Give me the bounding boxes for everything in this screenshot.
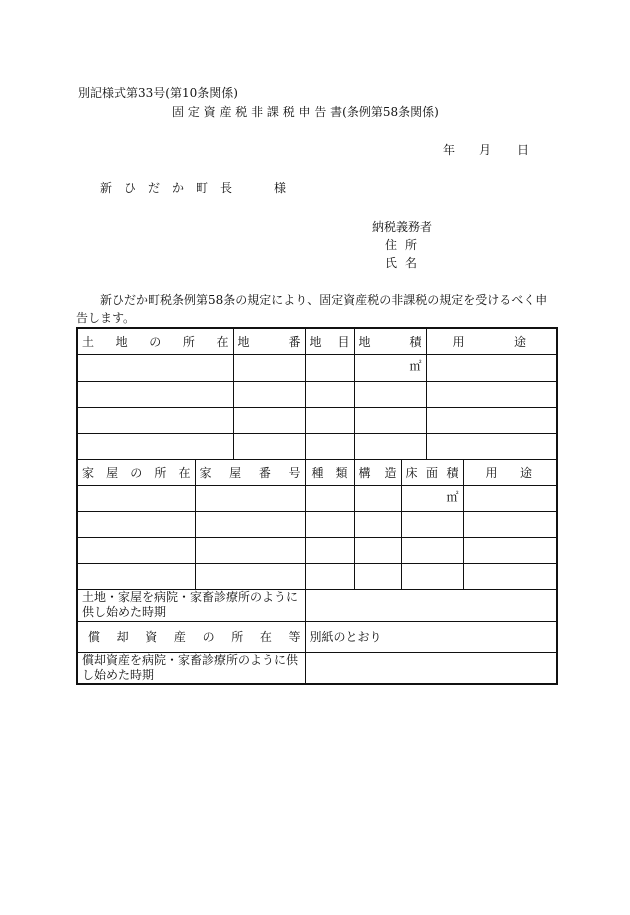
house-location-cell[interactable] [77, 563, 195, 589]
house-floor-area-cell[interactable] [401, 563, 463, 589]
land-use-header-text: 用 途 [452, 334, 526, 349]
house-floor-area-header-text: 床 面 積 [405, 465, 459, 480]
land-lot-number-header [233, 328, 305, 354]
land-area-unit: ㎡ [409, 358, 422, 373]
taxpayer-block [372, 218, 432, 272]
house-structure-header-text: 構 造 [358, 465, 397, 480]
land-location-cell[interactable] [77, 433, 233, 459]
land-category-header-text: 地 目 [309, 334, 350, 349]
land-lot-number-cell[interactable] [233, 381, 305, 407]
depreciable-location-label-text: 償 却 資 産 の 所 在 等 [88, 630, 301, 644]
house-type-header-text: 種 類 [311, 465, 348, 480]
addressee-honorific: 様 [274, 181, 287, 195]
house-number-cell[interactable] [195, 485, 305, 511]
form-number: 別記様式第33号(第10条関係) [78, 86, 238, 100]
land-use-cell[interactable] [426, 354, 557, 381]
house-floor-area-header [401, 459, 463, 485]
land-house-start-cell[interactable] [305, 589, 557, 621]
house-row [77, 511, 557, 537]
house-number-cell[interactable] [195, 511, 305, 537]
date-line [443, 143, 529, 157]
land-category-cell[interactable] [305, 433, 354, 459]
house-floor-area-cell[interactable] [401, 511, 463, 537]
house-use-cell[interactable] [463, 511, 557, 537]
house-number-header-text: 家 屋 番 号 [199, 465, 301, 480]
taxpayer-name-label: 氏名 [385, 256, 426, 270]
land-area-cell[interactable] [354, 381, 426, 407]
land-lot-number-cell[interactable] [233, 433, 305, 459]
land-area-cell[interactable] [354, 433, 426, 459]
house-row [77, 485, 557, 511]
house-header-row [77, 459, 557, 485]
house-location-header [77, 459, 195, 485]
depreciable-start-label: 償却資産を病院・家畜診療所のように供し始めた時期 [77, 652, 305, 684]
house-location-cell[interactable] [77, 485, 195, 511]
depreciable-location-row [77, 621, 557, 652]
land-use-header [426, 328, 557, 354]
depreciable-start-cell[interactable] [305, 652, 557, 684]
house-type-cell[interactable] [305, 537, 354, 563]
land-location-header-text: 土 地 の 所 在 [82, 334, 229, 349]
depreciable-location-value[interactable]: 別紙のとおり [305, 621, 557, 652]
land-lot-number-cell[interactable] [233, 354, 305, 381]
house-location-cell[interactable] [77, 511, 195, 537]
form-title-main: 固 定 資 産 税 非 課 税 申 告 書 [172, 105, 343, 119]
depreciable-start-row [77, 652, 557, 684]
depreciable-location-label [77, 621, 305, 652]
house-use-cell[interactable] [463, 537, 557, 563]
house-structure-cell[interactable] [354, 563, 401, 589]
house-location-header-text: 家 屋 の 所 在 [82, 465, 191, 480]
land-header-row [77, 328, 557, 354]
date-month-label: 月 [479, 143, 492, 157]
house-floor-area-cell[interactable] [401, 485, 463, 511]
house-use-header [463, 459, 557, 485]
land-location-cell[interactable] [77, 354, 233, 381]
declaration-statement: 新ひだか町税条例第58条の規定により、固定資産税の非課税の規定を受けるべく申告します。 [76, 293, 548, 325]
house-floor-area-cell[interactable] [401, 537, 463, 563]
land-area-header [354, 328, 426, 354]
land-row [77, 354, 557, 381]
house-floor-area-unit: ㎡ [446, 489, 459, 504]
house-use-cell[interactable] [463, 485, 557, 511]
taxpayer-label: 納税義務者 [372, 220, 433, 234]
house-row [77, 537, 557, 563]
land-use-cell[interactable] [426, 407, 557, 433]
land-location-cell[interactable] [77, 407, 233, 433]
land-area-cell[interactable] [354, 354, 426, 381]
land-lot-number-header-text: 地 番 [237, 334, 301, 349]
land-area-header-text: 地 積 [358, 334, 422, 349]
land-category-cell[interactable] [305, 407, 354, 433]
land-row [77, 381, 557, 407]
land-category-cell[interactable] [305, 354, 354, 381]
date-day-label: 日 [517, 143, 530, 157]
addressee [100, 181, 286, 195]
house-structure-cell[interactable] [354, 511, 401, 537]
house-type-cell[interactable] [305, 511, 354, 537]
house-type-header [305, 459, 354, 485]
house-structure-cell[interactable] [354, 485, 401, 511]
house-structure-cell[interactable] [354, 537, 401, 563]
house-use-cell[interactable] [463, 563, 557, 589]
house-number-cell[interactable] [195, 537, 305, 563]
land-row [77, 407, 557, 433]
house-number-header [195, 459, 305, 485]
land-location-cell[interactable] [77, 381, 233, 407]
land-house-start-label: 土地・家屋を病院・家畜診療所のように供し始めた時期 [77, 589, 305, 621]
land-row [77, 433, 557, 459]
house-number-cell[interactable] [195, 563, 305, 589]
land-use-cell[interactable] [426, 433, 557, 459]
addressee-name: 新ひだか町長 [100, 181, 245, 195]
land-location-header [77, 328, 233, 354]
land-use-cell[interactable] [426, 381, 557, 407]
land-lot-number-cell[interactable] [233, 407, 305, 433]
house-type-cell[interactable] [305, 485, 354, 511]
house-structure-header [354, 459, 401, 485]
declaration-table [76, 327, 558, 685]
house-type-cell[interactable] [305, 563, 354, 589]
land-area-cell[interactable] [354, 407, 426, 433]
house-row [77, 563, 557, 589]
house-location-cell[interactable] [77, 537, 195, 563]
taxpayer-address-label: 住所 [385, 238, 426, 252]
land-category-cell[interactable] [305, 381, 354, 407]
form-title [172, 105, 439, 119]
land-house-start-row [77, 589, 557, 621]
form-title-suffix: (条例第58条関係) [342, 105, 439, 119]
date-year-label: 年 [443, 143, 456, 157]
house-use-header-text: 用 途 [485, 465, 532, 480]
land-category-header [305, 328, 354, 354]
